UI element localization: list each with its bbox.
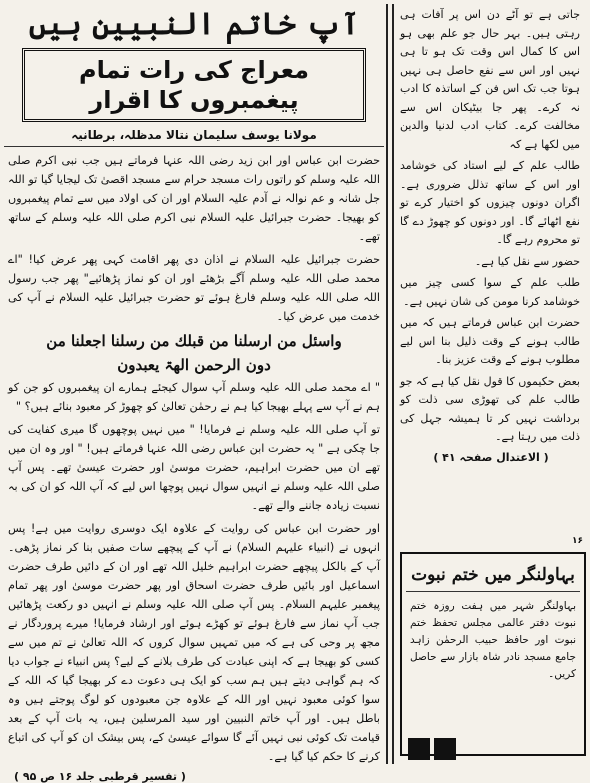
arabic-verse-line: واسئل من ارسلنا من قبلك من رسلنا اجعلنا من (46, 332, 342, 350)
article-paragraph: حضرت جبرائیل علیہ السلام نے اذان دی پھر اقامت کہی پھر عرض کیا! "اے محمد صلی اللہ علیہ وسلم آگے بڑھئے اور ان کو نماز پڑھائیے" پھر جب رسول اللہ صلی اللہ علیہ وسلم فارغ ہوئے تو حضرت جبرائیل علیہ السلام نے آپ کی خدمت میں عرض کیا۔ (8, 253, 380, 323)
main-article (4, 4, 384, 783)
article-headline: آپ خاتم النبیین ہیں (28, 7, 360, 42)
sidebar-reference: ( الاعتدال صفحہ ۴۱ ) (433, 450, 549, 464)
article-paragraph: تو آپ صلی اللہ علیہ وسلم نے فرمایا! " میں نہیں پوچھوں گا میری کفایت کی جا چکی ہے " یہ حضرت ابن عباس رضی اللہ عنہا فرماتے ہیں! " اور وہ ان میں تھے ان میں حضرت ابراہیم، حضرت موسیٰ اور حضرت عیسیٰ تھے۔ پس آپ صلی اللہ علیہ وسلم نے انہیں سوال نہیں پوچھا اس لیے کہ آپ اللہ کو ان کی بہ نسبت زیادہ جاننے والے تھے۔ (8, 423, 380, 512)
ornament-number: ۱۶ (572, 536, 583, 546)
sidebar-paragraph: حضور سے نقل کیا ہے۔ (474, 254, 580, 268)
ad-title: بہاولنگر میں ختم نبوت (406, 564, 580, 592)
ornament-square-icon (434, 738, 456, 760)
sidebar-column (392, 4, 588, 764)
article-paragraph: " اے محمد صلی اللہ علیہ وسلم آپ سوال کیجئے ہمارے ان پیغمبروں کو جن کو ہم نے آپ سے پہلے بھیجا کیا ہم نے رحمٰن تعالیٰ کو چھوڑ کر معبود بنائے ہیں؟ " (8, 381, 380, 413)
sidebar-paragraph: بعض حکیموں کا قول نقل کیا ہے کہ جو طالب علم کی تھوڑی سی ذلت کو برداشت نہیں کر تا ہمیشہ جہل کی ذلت میں رہتا ہے۔ (400, 374, 580, 443)
article-byline: مولانا یوسف سلیمان نتالا مدظلہ، برطانیہ (4, 128, 384, 147)
article-paragraph: اور حضرت ابن عباس کی روایت کے علاوہ ایک دوسری روایت میں ہے! پس انہوں نے (انبیاء علیہم السلام) نے آپ کے پیچھے سات صفیں بنا کر نماز پڑھی۔ آپ کے بالکل پیچھے حضرت ابراہیم خلیل اللہ تھے اور ان کے دائیں طرف حضرت اسماعیل اور بائیں طرف حضرت اسحاق اور پھر حضرت موسیٰ اور پھر تمام پیغمبر علیہم السلام۔ پس آپ صلی اللہ علیہ وسلم نے انہیں دو رکعت پڑھائیں جب آپ نماز سے فارغ ہوئے تو کھڑے ہوئے اور ارشاد فرمایا! میرے پروردگار نے مجھ پر وحی کی ہے کہ میں تمہیں سوال کروں کہ اللہ تعالیٰ نے تم میں سے کسی کو بھیجا ہے کہ اپنی عبادت کی طرف بلانے کے لیے؟ پس انبیاء نے جواب دیا کہ ہم گواہی دیتے ہیں ہم سب کو ایک ہی دعوت دے کر بھیجا گیا کہ اللہ کے سوا کوئی معبود نہیں اور اللہ کے علاوہ جن معبودوں کو لوگ پوجتے ہیں وہ باطل ہیں۔ اور آپ خاتم النبیین اور سید المرسلین ہیں، یہ بات آپ کے بعد قیامت تک کوئی نبی نہیں آئے گا سوائے عیسیٰ کے، پس بیشک ان کو آپ کی اتباع کرنے کا حکم کیا گیا ہے۔ (8, 522, 380, 763)
arabic-verse-line: دون الرحمن الھۃ یعبدون (117, 356, 271, 374)
ad-body: بہاولنگر شہر میں ہفت روزہ ختم نبوت دفتر عالمی مجلس تحفظ ختم نبوت اور حافظ حبیب الرحمٰن زاہد جامع مسجد نادر شاہ بازار سے حاصل کریں۔ (410, 600, 576, 680)
article-paragraph: حضرت ابن عباس اور ابن زید رضی اللہ عنہا فرماتے ہیں جب نبی اکرم صلی اللہ علیہ وسلم کو راتوں رات مسجد حرام سے مسجد اقصیٰ تک لیجایا گیا تو اللہ جل شانہ و عم نوالہ نے آدم علیہ السلام اور ان کی اولاد میں سے تمام پیغمبروں کو بھیجا۔ حضرت جبرائیل علیہ السلام نبی اکرم صلی اللہ علیہ وسلم کے ساتھ تھے۔ (8, 154, 380, 243)
sidebar-paragraph: حضرت ابن عباس فرماتے ہیں کہ میں طالب ہونے کے وقت ذلیل بنا اس لیے مطلوب ہونے کے وقت عزیز بنا۔ (400, 316, 580, 366)
advertisement-box (400, 552, 586, 756)
article-reference: ( تفسیر قرطبی جلد ۱۶ ص ۹۵ ) (14, 770, 186, 783)
ornament-square-icon (408, 738, 430, 760)
article-subheadline: معراج کی رات تمام پیغمبروں کا اقرار (22, 48, 366, 122)
sidebar-paragraph: طلب علم کے سوا کسی چیز میں خوشامد کرنا مومن کی شان نہیں ہے۔ (400, 276, 580, 308)
sidebar-paragraph: جاتی ہے تو آٹے دن اس پر آفات ہی رہتی ہیں۔ بہر حال جو علم بھی ہو اس کا کمال اس وقت تک ہو تا ہی نہیں اور اس سے نفع حاصل ہی نہیں ہوتا جب تک اس فن کے اساتذہ کا ادب نہ کرے۔ پھر جا بیٹیکان اس سے مخالفت کرے۔ کتاب ادب لدنیا والدین میں لکھا ہے کہ (400, 8, 580, 151)
sidebar-paragraph: طالب علم کے لیے استاد کی خوشامد اور اس کے ساتھ تذلل ضروری ہے۔ اگران دونوں چیزوں کو اختیار کرے تو نفع اٹھائے گا۔ اور دونوں کو چھوڑ دے گا تو محروم رہے گا۔ (400, 159, 580, 246)
column-divider (386, 4, 388, 764)
